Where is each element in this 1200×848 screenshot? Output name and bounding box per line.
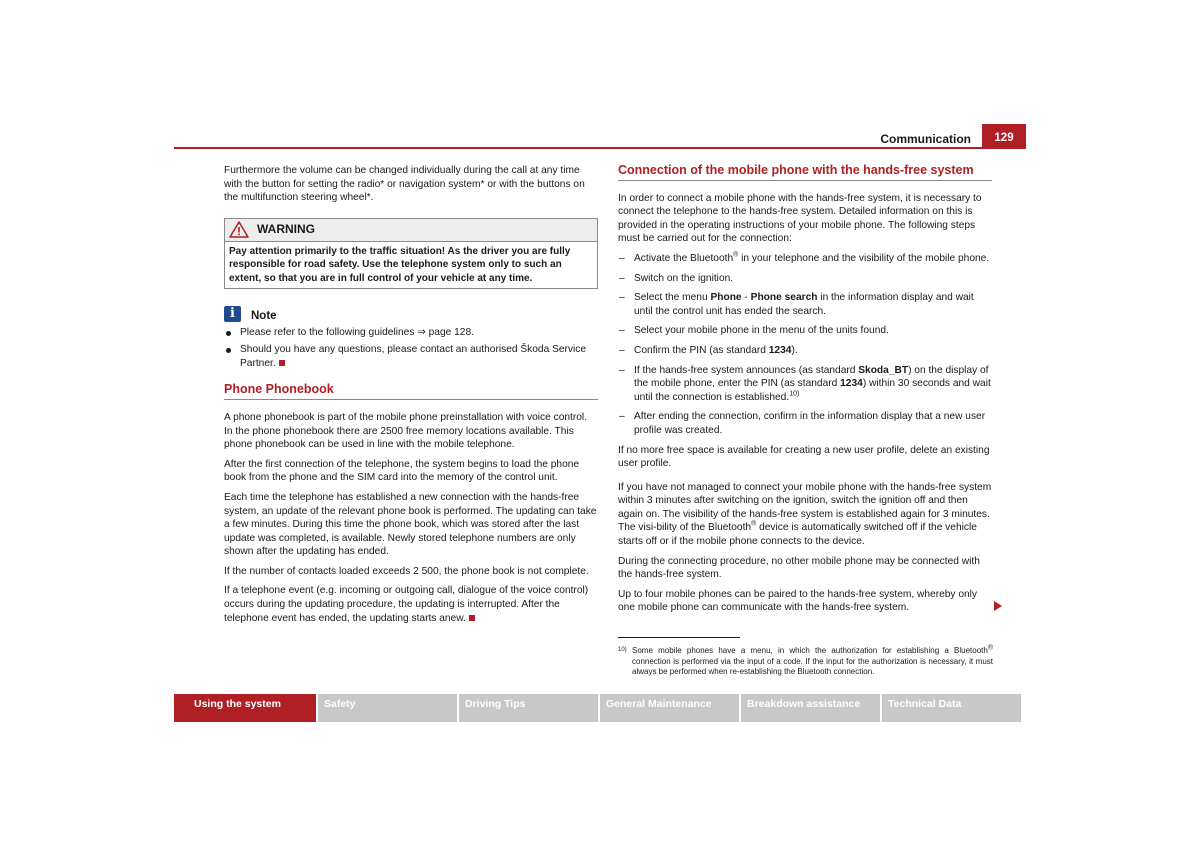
connection-intro: In order to connect a mobile phone with the hands-free system, it is necessary to connect the telephone to the hands-free system. Detailed information on this is provided in the operating instructions of your mobile phone. The following steps must be carried out for the connection:	[618, 192, 982, 245]
step-item: – Confirm the PIN (as standard 1234).	[619, 344, 798, 356]
phonebook-paragraph	[224, 584, 598, 625]
step-item: – Select your mobile phone in the menu of the units found.	[619, 325, 889, 337]
continue-arrow-icon	[994, 601, 1002, 611]
connection-paragraph: Up to four mobile phones can be paired to the hands-free system, whereby only one mobile phone can communicate with the hands-free system.	[618, 588, 978, 614]
footnote-mark: 10)	[618, 647, 627, 653]
note-header	[224, 306, 598, 324]
nav-tab-using-the-system[interactable]: Using the system	[174, 694, 316, 722]
nav-tab-breakdown-assistance[interactable]: Breakdown assistance	[741, 694, 880, 722]
section-title-phonebook: Phone Phonebook	[224, 383, 598, 400]
end-of-section-mark	[279, 360, 285, 366]
left-column	[224, 164, 598, 631]
warning-box	[224, 218, 598, 289]
connection-paragraph: If no more free space is available for creating a new user profile, delete an existing user profile.	[618, 444, 990, 470]
warning-triangle-icon	[229, 221, 249, 243]
page-number: 129	[982, 124, 1026, 149]
intro-paragraph: Furthermore the volume can be changed individually during the call at any time with the button for setting the radio* or navigation system* or with the buttons on the multifunction steering wheel*.	[224, 165, 585, 204]
warning-title: WARNING	[257, 221, 315, 236]
bullet-dot	[226, 348, 231, 353]
phonebook-paragraph-text: If a telephone event (e.g. incoming or outgoing call, dialogue of the voice control) occurs during the updating procedure, the updating is interrupted. After the telephone event has ended, the updating starts anew.	[224, 585, 589, 624]
phonebook-paragraph: After the first connection of the telephone, the system begins to load the phone book from the phone and the SIM card into the memory of the control unit.	[224, 458, 580, 484]
note-bullet	[224, 326, 598, 340]
section-title-connection: Connection of the mobile phone with the hands-free system	[618, 164, 992, 181]
footnote-reference[interactable]: 10)	[789, 390, 800, 398]
nav-tab-safety[interactable]: Safety	[318, 694, 457, 722]
step-item: – If the hands-free system announces (as standard Skoda_BT) on the display of the mobile phone, enter the PIN (as standard 1234) within 30 seconds and wait until the connection is established.$^{10)}$	[619, 364, 991, 403]
phonebook-paragraph: If the number of contacts loaded exceeds 2 500, the phone book is not complete.	[224, 565, 589, 577]
footnote-text: Some mobile phones have a menu, in which the authorization for establishing a Bluetooth® connection is performed via the input of a code. If the input for the authorization is necessary, it must always be performed when re-establishing the Bluetooth connection.	[632, 644, 993, 677]
right-column	[618, 164, 992, 621]
header-rule	[174, 147, 1026, 149]
step-item: – Activate the Bluetooth® in your telephone and the visibility of the mobile phone.	[619, 251, 990, 264]
footnote-rule	[618, 637, 740, 638]
step-item: – After ending the connection, confirm in the information display that a new user profile was created.	[619, 411, 986, 436]
footnote	[618, 646, 993, 678]
nav-tab-technical-data[interactable]: Technical Data	[882, 694, 1021, 722]
info-icon: i	[224, 306, 241, 322]
chapter-title: Communication	[880, 132, 971, 146]
connection-paragraph: During the connecting procedure, no other mobile phone may be connected with the hands-free system.	[618, 555, 980, 581]
end-of-section-mark	[469, 615, 475, 621]
page-header	[174, 124, 1026, 149]
phonebook-paragraph: A phone phonebook is part of the mobile phone preinstallation with voice control. In the phone phonebook there are 2500 free memory locations available. This phone phonebook can be used in line with the mobile telephone.	[224, 411, 588, 451]
warning-text: Pay attention primarily to the traffic situation! As the driver you are fully responsible for road safety. Use the telephone system only to such an extent, so that you are in full control of your vehicle at any time.	[229, 245, 571, 284]
nav-tab-general-maintenance[interactable]: General Maintenance	[600, 694, 739, 722]
step-item: – Switch on the ignition.	[619, 272, 734, 284]
connection-paragraph: If you have not managed to connect your mobile phone with the hands-free system within 3 minutes after switching on the ignition, switch the ignition off and then again on. The visibility of the hands-free system is established again for 3 minutes. The visi-bility of the Bluetooth® device is automatically switched off if the vehicle starts off or if the mobile phone connects to the device.	[618, 481, 992, 548]
warning-header	[225, 219, 597, 242]
note-bullet-text: Should you have any questions, please contact an authorised Škoda Service Partner.	[240, 344, 587, 369]
nav-tab-driving-tips[interactable]: Driving Tips	[459, 694, 598, 722]
note-title: Note	[251, 309, 277, 322]
bullet-dot	[226, 331, 231, 336]
phonebook-paragraph: Each time the telephone has established a new connection with the hands-free system, an update of the relevant phone book is performed. The updating can take a few minutes. During this time the phone book, which was stored after the last update was completed, is available. Newly stored telephone numbers are only shown after the updating has ended.	[224, 491, 597, 558]
step-item: – Select the menu Phone - Phone search in the information display and wait until the control unit has ended the search.	[619, 292, 974, 317]
chapter-nav	[174, 694, 1026, 722]
note-bullet	[224, 343, 598, 370]
note-bullet-text: Please refer to the following guidelines ⇒ page 128.	[240, 326, 474, 338]
